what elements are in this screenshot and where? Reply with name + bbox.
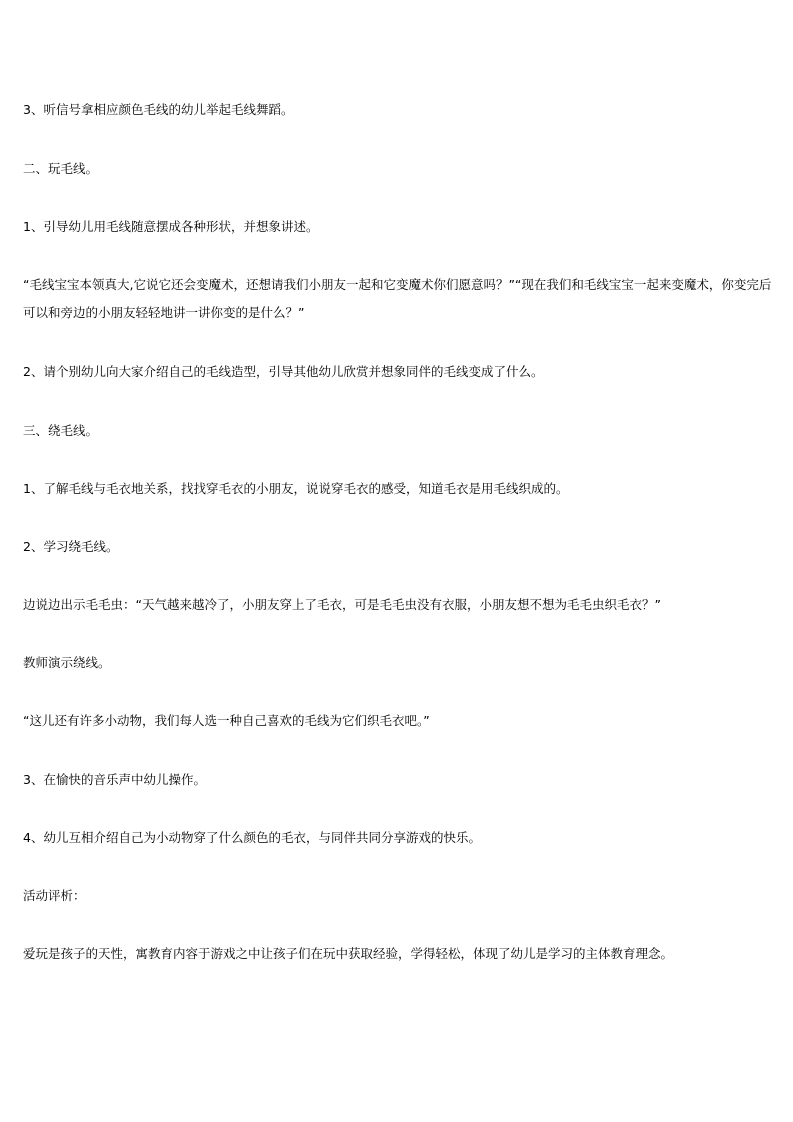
paragraph-step-1-shapes: 1、引导幼儿用毛线随意摆成各种形状，并想象讲述。 <box>23 219 319 234</box>
paragraph-step-3-music: 3、在愉快的音乐声中幼儿操作。 <box>23 772 206 787</box>
paragraph-magic-quote: “毛线宝宝本领真大,它说它还会变魔术，还想请我们小朋友一起和它变魔术你们愿意吗？”“现在我们和毛线宝宝一起来变魔术，你变完后可以和旁边的小朋友轻轻地讲一讲你变的是什么？” <box>23 277 772 320</box>
paragraph-step-4-share: 4、幼儿互相介绍自己为小动物穿了什么颜色的毛衣，与同伴共同分享游戏的快乐。 <box>23 830 481 845</box>
paragraph-step-2-introduce: 2、请个别幼儿向大家介绍自己的毛线造型，引导其他幼儿欣赏并想象同伴的毛线变成了什么。 <box>23 364 544 379</box>
paragraph-evaluation-text: 爱玩是孩子的天性，寓教育内容于游戏之中让孩子们在玩中获取经验，学得轻松，体现了幼儿是学习的主体教育理念。 <box>23 946 674 961</box>
paragraph-step-1-sweater: 1、了解毛线与毛衣地关系，找找穿毛衣的小朋友，说说穿毛衣的感受，知道毛衣是用毛线织成的。 <box>23 481 569 496</box>
paragraph-teacher-demo: 教师演示绕线。 <box>23 655 111 670</box>
paragraph-step-3-dance: 3、听信号拿相应颜色毛线的幼儿举起毛线舞蹈。 <box>23 102 294 117</box>
paragraph-caterpillar-quote: 边说边出示毛毛虫：“天气越来越冷了，小朋友穿上了毛衣，可是毛毛虫没有衣服，小朋友想不想为毛毛虫织毛衣？” <box>23 597 661 612</box>
section-heading-evaluation: 活动评析： <box>23 888 86 903</box>
section-heading-wind-yarn: 三、绕毛线。 <box>23 423 99 438</box>
section-heading-play-yarn: 二、玩毛线。 <box>23 161 99 176</box>
paragraph-step-2-learn: 2、学习绕毛线。 <box>23 539 119 554</box>
paragraph-animals-quote: “这儿还有许多小动物，我们每人选一种自己喜欢的毛线为它们织毛衣吧。” <box>23 713 430 728</box>
